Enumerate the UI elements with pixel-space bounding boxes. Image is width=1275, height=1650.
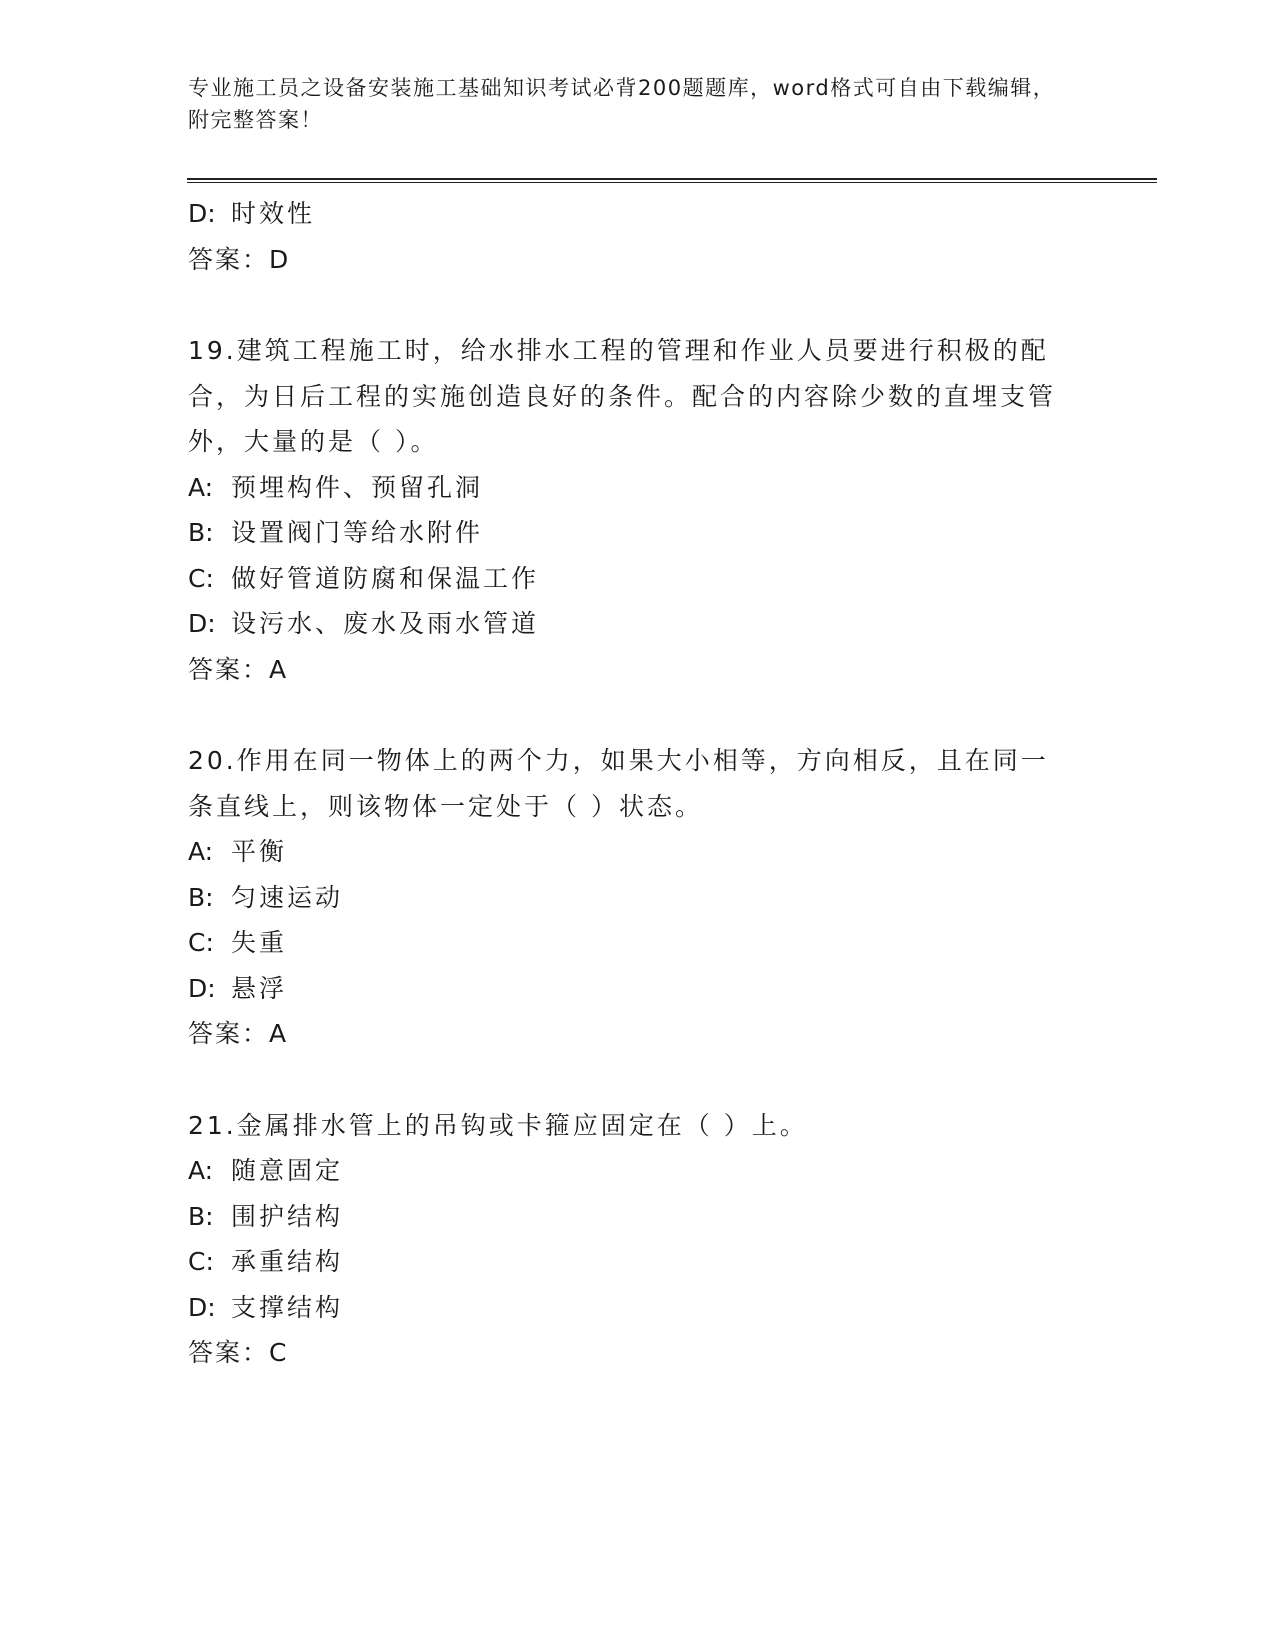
option-item xyxy=(188,875,1088,921)
option-text: 承重结构 xyxy=(231,1247,344,1276)
document-header xyxy=(188,72,1068,136)
option-item xyxy=(188,601,1088,647)
option-text: 悬浮 xyxy=(231,973,288,1003)
option-item xyxy=(188,920,1088,966)
answer-line xyxy=(188,1011,1088,1057)
spacer xyxy=(188,282,1088,328)
answer-line xyxy=(188,647,1088,693)
answer-value: A xyxy=(269,654,289,684)
option-key: C: xyxy=(188,1247,214,1276)
option-key: D: xyxy=(188,199,216,228)
option-item xyxy=(188,1148,1088,1194)
answer-line xyxy=(188,237,1088,283)
answer-line xyxy=(188,1330,1088,1376)
question-body: 金属排水管上的吊钩或卡箍应固定在（ ）上。 xyxy=(236,1110,808,1140)
question-number: 21. xyxy=(188,1110,237,1140)
option-item xyxy=(188,510,1088,556)
option-key: D: xyxy=(188,1292,216,1322)
option-text: 平衡 xyxy=(231,837,288,866)
option-item xyxy=(188,1239,1088,1285)
question-number: 19. xyxy=(188,336,237,365)
option-item xyxy=(188,966,1088,1012)
question-text xyxy=(188,1103,1068,1149)
option-key: A: xyxy=(188,837,214,866)
spacer xyxy=(188,1057,1088,1103)
option-text: 时效性 xyxy=(231,199,316,228)
option-key: B: xyxy=(188,1201,214,1231)
option-text: 围护结构 xyxy=(231,1201,344,1231)
option-item xyxy=(188,1285,1088,1331)
option-key: B: xyxy=(188,882,214,912)
answer-value: D xyxy=(269,244,291,274)
answer-label: 答案： xyxy=(188,244,270,274)
option-item xyxy=(188,191,1088,237)
option-key: D: xyxy=(188,609,216,638)
header-divider xyxy=(187,178,1157,183)
option-key: B: xyxy=(188,518,214,547)
option-item xyxy=(188,556,1088,602)
option-text: 失重 xyxy=(231,928,288,957)
option-text: 设置阀门等给水附件 xyxy=(231,518,484,547)
question-text xyxy=(188,738,1068,829)
option-text: 预埋构件、预留孔洞 xyxy=(231,472,484,502)
option-key: D: xyxy=(188,973,216,1003)
option-item xyxy=(188,829,1088,875)
option-key: C: xyxy=(188,563,214,593)
option-text: 设污水、废水及雨水管道 xyxy=(231,609,540,638)
option-key: C: xyxy=(188,928,214,957)
option-item xyxy=(188,1194,1088,1240)
answer-label: 答案： xyxy=(188,654,270,684)
document-body xyxy=(188,191,1088,1376)
answer-value: C xyxy=(269,1338,289,1367)
option-key: A: xyxy=(188,1156,214,1185)
option-item xyxy=(188,465,1088,511)
answer-label: 答案： xyxy=(188,1338,270,1367)
answer-label: 答案： xyxy=(188,1019,270,1048)
question-body: 作用在同一物体上的两个力，如果大小相等，方向相反，且在同一条直线上，则该物体一定处于（ ）状态。 xyxy=(188,746,1049,821)
header-title: 专业施工员之设备安装施工基础知识考试必背200题题库，word格式可自由下载编辑，附完整答案！ xyxy=(188,76,1056,132)
question-number: 20. xyxy=(188,746,237,775)
option-text: 做好管道防腐和保温工作 xyxy=(231,563,540,593)
spacer xyxy=(188,692,1088,738)
option-key: A: xyxy=(188,472,214,502)
option-text: 匀速运动 xyxy=(231,882,344,912)
answer-value: A xyxy=(269,1019,289,1048)
question-text xyxy=(188,328,1068,465)
option-text: 随意固定 xyxy=(231,1156,344,1185)
option-text: 支撑结构 xyxy=(231,1292,344,1322)
question-body: 建筑工程施工时，给水排水工程的管理和作业人员要进行积极的配合，为日后工程的实施创造良好的条件。配合的内容除少数的直埋支管外，大量的是（ ）。 xyxy=(188,336,1057,456)
